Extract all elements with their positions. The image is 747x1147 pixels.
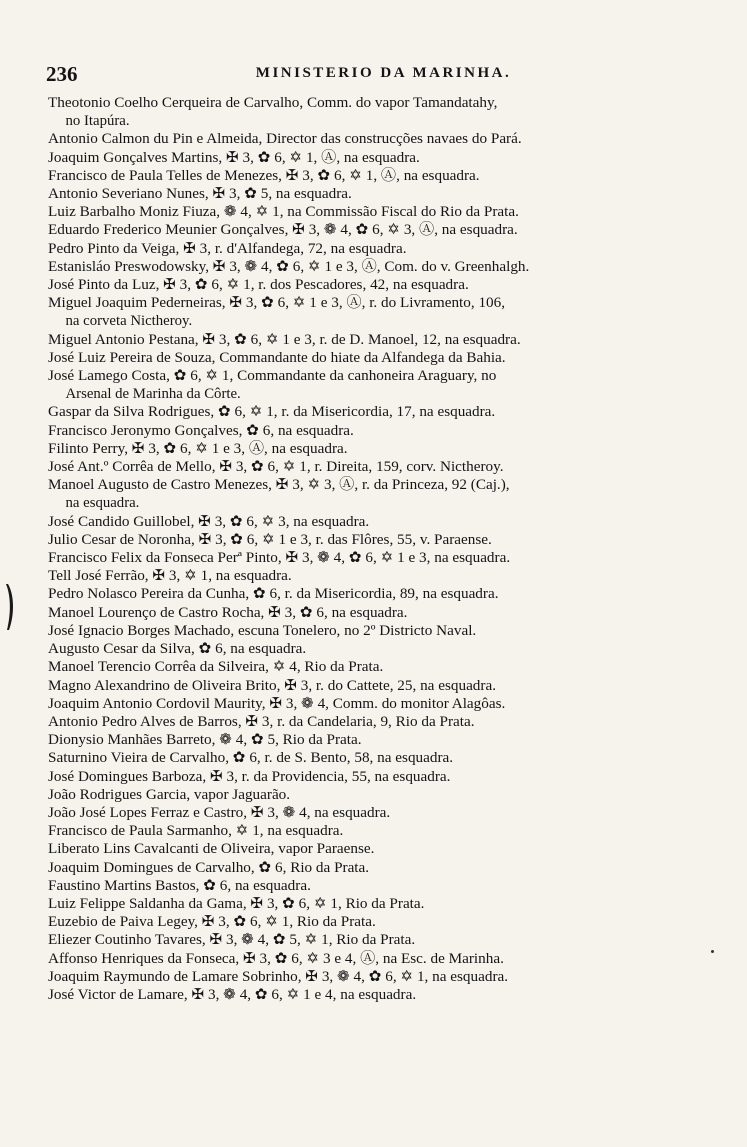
officer-entry [48,531,703,549]
margin-binding-mark [6,584,16,630]
officer-entry [48,840,703,858]
officer-entry [48,877,703,895]
page-number: 236 [46,62,78,86]
entry-text: Dionysio Manhães Barreto, ❁ 4, ✿ 5, Rio da Prata. [48,731,362,749]
officer-entry [48,149,703,167]
entry-text: Augusto Cesar da Silva, ✿ 6, na esquadra. [48,640,307,658]
entry-text: Magno Alexandrino de Oliveira Brito, ✠ 3, r. do Cattete, 25, na esquadra. [48,676,496,694]
entry-text: Filinto Perry, ✠ 3, ✿ 6, ✡ 1 e 3, Ⓐ, na esquadra. [48,439,348,457]
officer-entry [48,440,703,458]
entry-text: Faustino Martins Bastos, ✿ 6, na esquadra. [48,876,311,894]
entry-text: Pedro Pinto da Veiga, ✠ 3, r. d'Alfandega, 72, na esquadra. [48,239,407,257]
entry-text: Miguel Joaquim Pederneiras, ✠ 3, ✿ 6, ✡ 1 e 3, Ⓐ, r. do Livramento, 106, [48,294,506,312]
officer-entry [48,950,703,968]
officer-entry [48,786,703,804]
officer-entry [48,130,703,148]
running-title: MINISTERIO DA MARINHA. [255,65,512,81]
officer-entry [48,476,703,512]
entry-continuation: na esquadra. [65,494,140,512]
officer-entry [48,585,703,603]
officer-entry [48,731,703,749]
entry-text: Miguel Antonio Pestana, ✠ 3, ✿ 6, ✡ 1 e 3, r. de D. Manoel, 12, na esquadra. [48,330,521,348]
officer-entry [48,859,703,877]
entry-text: Affonso Henriques da Fonseca, ✠ 3, ✿ 6, ✡ 3 e 4, Ⓐ, na Esc. de Marinha. [48,949,504,967]
entry-text: Manoel Augusto de Castro Menezes, ✠ 3, ✡ 3, Ⓐ, r. da Princeza, 92 (Caj.), [48,476,510,494]
entry-text: Francisco de Paula Sarmanho, ✡ 1, na esquadra. [48,822,344,840]
officer-entry [48,713,703,731]
entry-text: José Ant.º Corrêa de Mello, ✠ 3, ✿ 6, ✡ 1, r. Direita, 159, corv. Nictheroy. [48,458,504,476]
entry-text: Joaquim Raymundo de Lamare Sobrinho, ✠ 3, ❁ 4, ✿ 6, ✡ 1, na esquadra. [48,967,509,985]
entry-text: Pedro Nolasco Pereira da Cunha, ✿ 6, r. da Misericordia, 89, na esquadra. [48,585,499,603]
officer-entry [48,167,703,185]
entry-text: Theotonio Coelho Cerqueira de Carvalho, Comm. do vapor Tamandatahy, [48,94,498,111]
entry-text: Joaquim Domingues de Carvalho, ✿ 6, Rio da Prata. [48,858,370,876]
entry-continuation: Arsenal de Marinha da Côrte. [65,385,241,403]
officer-entry [48,604,703,622]
officer-entry [48,622,703,640]
entry-text: José Lamego Costa, ✿ 6, ✡ 1, Commandante da canhoneira Araguary, no [48,367,497,385]
entry-text: Saturnino Vieira de Carvalho, ✿ 6, r. de S. Bento, 58, na esquadra. [48,749,454,767]
officer-entry [48,768,703,786]
officer-entry [48,276,703,294]
entry-text: Antonio Severiano Nunes, ✠ 3, ✿ 5, na esquadra. [48,185,352,203]
entry-text: José Luiz Pereira de Souza, Commandante do hiate da Alfandega da Bahia. [48,348,506,366]
officer-entry [48,968,703,986]
officer-entry [48,677,703,695]
officer-entry [48,658,703,676]
entry-text: Luiz Barbalho Moniz Fiuza, ❁ 4, ✡ 1, na Commissão Fiscal do Rio da Prata. [48,203,519,221]
officer-entry [48,804,703,822]
officer-entry [48,549,703,567]
officer-entry [48,640,703,658]
officer-entry [48,367,703,403]
officer-entry [48,895,703,913]
entry-text: Eduardo Frederico Meunier Gonçalves, ✠ 3, ❁ 4, ✿ 6, ✡ 3, Ⓐ, na esquadra. [48,221,518,239]
officer-entry [48,185,703,203]
entry-text: Eliezer Coutinho Tavares, ✠ 3, ❁ 4, ✿ 5, ✡ 1, Rio da Prata. [48,931,416,949]
entry-text: José Ignacio Borges Machado, escuna Tonelero, no 2º Districto Naval. [48,621,477,639]
entry-text: Julio Cesar de Noronha, ✠ 3, ✿ 6, ✡ 1 e 3, r. das Flôres, 55, v. Paraense. [48,530,492,548]
ink-speck [711,950,714,953]
entry-continuation: na corveta Nictheroy. [65,312,193,330]
entry-text: Francisco Felix da Fonseca Perª Pinto, ✠ 3, ❁ 4, ✿ 6, ✡ 1 e 3, na esquadra. [48,549,511,567]
entry-text: Euzebio de Paiva Legey, ✠ 3, ✿ 6, ✡ 1, Rio da Prata. [48,913,376,931]
page-header [46,62,701,88]
officer-entry [48,695,703,713]
entry-text: Joaquim Antonio Cordovil Maurity, ✠ 3, ❁ 4, Comm. do monitor Alagôas. [48,694,506,712]
officer-entry [48,331,703,349]
officer-entry [48,822,703,840]
entry-text: Manoel Terencio Corrêa da Silveira, ✡ 4, Rio da Prata. [48,658,384,676]
officer-entry [48,458,703,476]
officer-entry [48,294,703,330]
entry-text: João Rodrigues Garcia, vapor Jaguarão. [48,785,291,803]
officer-list [48,94,703,1004]
officer-entry [48,931,703,949]
officer-entry [48,349,703,367]
officer-entry [48,258,703,276]
officer-entry [48,221,703,239]
entry-text: Antonio Calmon du Pin e Almeida, Director das construcções navaes do Pará. [48,130,522,148]
entry-text: José Pinto da Luz, ✠ 3, ✿ 6, ✡ 1, r. dos Pescadores, 42, na esquadra. [48,276,469,294]
officer-entry [48,203,703,221]
entry-text: Antonio Pedro Alves de Barros, ✠ 3, r. da Candelaria, 9, Rio da Prata. [48,712,475,730]
entry-text: João José Lopes Ferraz e Castro, ✠ 3, ❁ 4, na esquadra. [48,803,391,821]
officer-entry [48,567,703,585]
entry-text: Francisco de Paula Telles de Menezes, ✠ 3, ✿ 6, ✡ 1, Ⓐ, na esquadra. [48,166,480,184]
entry-text: Estanisláo Preswodowsky, ✠ 3, ❁ 4, ✿ 6, ✡ 1 e 3, Ⓐ, Com. do v. Greenhalgh. [48,257,530,275]
officer-entry [48,749,703,767]
officer-entry [48,403,703,421]
entry-text: José Victor de Lamare, ✠ 3, ❁ 4, ✿ 6, ✡ 1 e 4, na esquadra. [48,985,417,1003]
entry-text: Joaquim Gonçalves Martins, ✠ 3, ✿ 6, ✡ 1, Ⓐ, na esquadra. [48,148,420,166]
entry-text: Liberato Lins Cavalcanti de Oliveira, vapor Paraense. [48,840,375,858]
officer-entry [48,240,703,258]
officer-entry [48,422,703,440]
entry-text: José Domingues Barboza, ✠ 3, r. da Providencia, 55, na esquadra. [48,767,451,785]
entry-text: José Candido Guillobel, ✠ 3, ✿ 6, ✡ 3, na esquadra. [48,512,370,530]
officer-entry [48,513,703,531]
entry-text: Tell José Ferrão, ✠ 3, ✡ 1, na esquadra. [48,567,292,585]
officer-entry [48,94,703,130]
entry-text: Francisco Jeronymo Gonçalves, ✿ 6, na esquadra. [48,421,354,439]
officer-entry [48,913,703,931]
officer-entry [48,986,703,1004]
entry-text: Manoel Lourenço de Castro Rocha, ✠ 3, ✿ 6, na esquadra. [48,603,408,621]
entry-text: Gaspar da Silva Rodrigues, ✿ 6, ✡ 1, r. da Misericordia, 17, na esquadra. [48,403,496,421]
entry-continuation: no Itapúra. [65,112,130,130]
entry-text: Luiz Felippe Saldanha da Gama, ✠ 3, ✿ 6, ✡ 1, Rio da Prata. [48,894,425,912]
